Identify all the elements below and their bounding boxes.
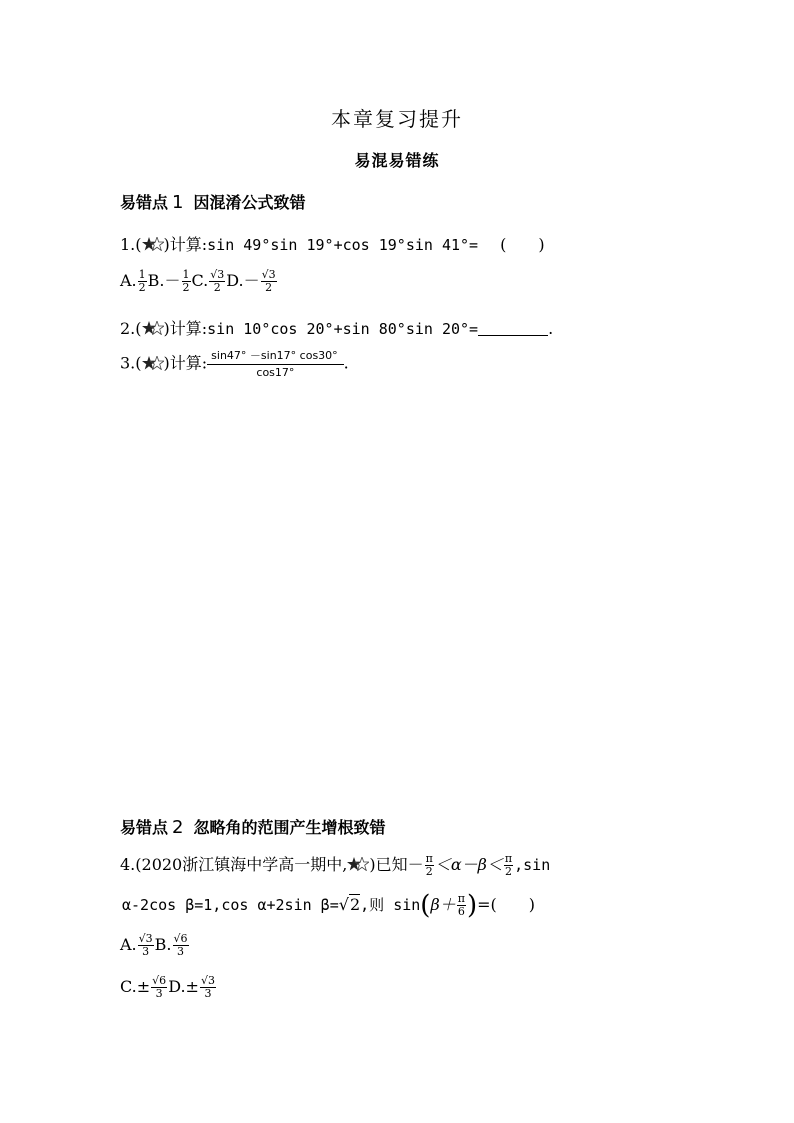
section-heading-1 [120, 190, 305, 213]
question-1 [120, 232, 545, 255]
fraction: $\frac{√3}{2}$ [210, 268, 225, 294]
fraction: $\frac{1}{2}$ [138, 268, 146, 294]
question-4 [120, 852, 550, 878]
question-stem: )计算: [163, 235, 208, 254]
question-number: 1.( [120, 235, 142, 254]
option-b-label: B.－ [147, 271, 181, 290]
question-number: 3.( [120, 353, 142, 373]
answer-paren: ( ) [500, 235, 545, 254]
fraction-expression: $\frac{\sin 47^\circ -\sin 17^\circ \cos 30^\circ}{\cos 17^\circ}$ [207, 348, 344, 380]
right-paren: ) [466, 890, 478, 921]
answer-paren: =( ) [477, 895, 536, 914]
fraction: $\frac{√6}{3}$ [152, 974, 167, 1000]
section-label: 易错点 [120, 818, 169, 837]
section-title: 因混淆公式致错 [193, 193, 306, 212]
page-subtitle: 易混易错练 [354, 151, 440, 170]
question-4-line-2 [122, 890, 536, 921]
question-4-options-ab [120, 933, 190, 958]
period: . [548, 319, 554, 338]
section-title: 忽略角的范围产生增根致错 [193, 818, 386, 837]
math-expression: α-2cos β=1,cos α+2sin β= [122, 896, 339, 914]
period: . [343, 353, 349, 373]
fraction: $\frac{\pi}{2}$ [425, 852, 433, 878]
math-expression: sin 49°sin 19°+cos 19°sin 41°= [207, 236, 479, 254]
question-2 [120, 316, 553, 339]
question-3 [120, 348, 349, 380]
question-stem: )已知－ [369, 855, 424, 874]
difficulty-star-icon [142, 237, 164, 251]
option-d-label: D.－ [226, 271, 260, 290]
section-number: 2 [172, 817, 184, 838]
option-a-label: A. [120, 271, 137, 290]
question-4-options-cd [120, 975, 217, 1000]
question-number: 2.( [120, 319, 142, 338]
fraction: $\frac{1}{2}$ [182, 268, 190, 294]
fraction: $\frac{\pi}{2}$ [504, 852, 513, 878]
option-a-label: A. [120, 935, 137, 954]
difficulty-star-icon [347, 857, 369, 871]
math-expression: ,sin [514, 856, 551, 874]
section-number: 1 [172, 192, 184, 213]
fraction: $\frac{√3}{3}$ [200, 974, 215, 1000]
section-heading-2 [120, 815, 385, 838]
sqrt-expression: √2 [338, 895, 361, 914]
option-c-label: C. [191, 271, 209, 290]
section-label: 易错点 [120, 193, 169, 212]
difficulty-star-icon [142, 356, 164, 370]
question-stem: )计算: [163, 319, 208, 338]
fraction: $\frac{√3}{2}$ [261, 268, 276, 294]
answer-blank [478, 321, 548, 336]
page-title: 本章复习提升 [331, 107, 463, 131]
math-variable: β＋ [430, 895, 456, 914]
fraction: $\frac{√6}{3}$ [173, 932, 188, 958]
option-d-label: D.± [168, 977, 199, 996]
question-1-options [120, 268, 278, 294]
left-paren: ( [420, 890, 431, 921]
inequality: ＜α－β＜ [434, 855, 503, 874]
fraction: $\frac{√3}{3}$ [138, 932, 153, 958]
math-expression: ,则 sin [360, 896, 421, 914]
difficulty-star-icon [142, 321, 164, 335]
fraction: $\frac{\pi}{6}$ [457, 892, 465, 918]
math-expression: sin 10°cos 20°+sin 80°sin 20°= [207, 320, 479, 338]
option-b-label: B. [154, 935, 172, 954]
question-number: 4.(2020浙江镇海中学高一期中, [120, 855, 348, 874]
option-c-label: C.± [120, 977, 151, 996]
question-stem: )计算: [163, 353, 208, 373]
